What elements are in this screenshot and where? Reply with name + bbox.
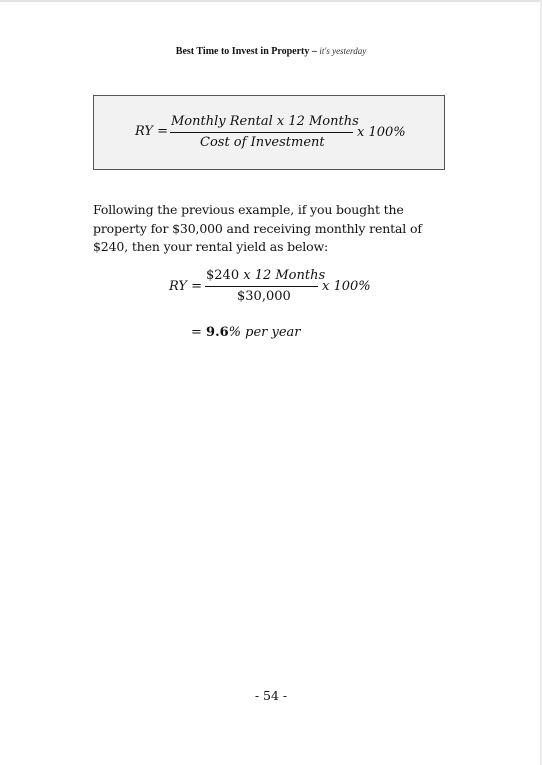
result-equals: = xyxy=(191,325,202,340)
example-multiplier: x 100% xyxy=(322,279,371,294)
example-numerator-value: $240 xyxy=(206,268,240,283)
example-numerator-rest: x 12 Months xyxy=(243,268,326,283)
page-top-edge xyxy=(0,0,542,2)
example-lhs: RY = xyxy=(169,279,202,294)
example-denominator: $30,000 xyxy=(237,289,291,304)
formula-fraction-bar xyxy=(170,132,353,133)
page-number: - 54 - xyxy=(254,688,288,703)
formula-lhs: RY = xyxy=(135,124,168,139)
result-line xyxy=(191,325,301,340)
header-title: Best Time to Invest in Property xyxy=(175,46,310,57)
running-header xyxy=(0,46,542,57)
example-numerator xyxy=(206,268,325,283)
rental-yield-formula-box xyxy=(93,95,445,170)
header-separator: – xyxy=(311,46,317,57)
result-unit: % per year xyxy=(228,325,301,340)
formula-multiplier: x 100% xyxy=(357,125,406,140)
header-subtitle: it's yesterday xyxy=(319,46,367,56)
formula-denominator: Cost of Investment xyxy=(200,135,325,150)
formula-numerator: Monthly Rental x 12 Months xyxy=(171,114,359,129)
result-value: 9.6 xyxy=(206,325,229,340)
example-fraction-bar xyxy=(205,286,318,287)
example-paragraph: Following the previous example, if you bought the property for $30,000 and receiving monthly rental of $240, then your rental yield as below: xyxy=(93,202,422,254)
